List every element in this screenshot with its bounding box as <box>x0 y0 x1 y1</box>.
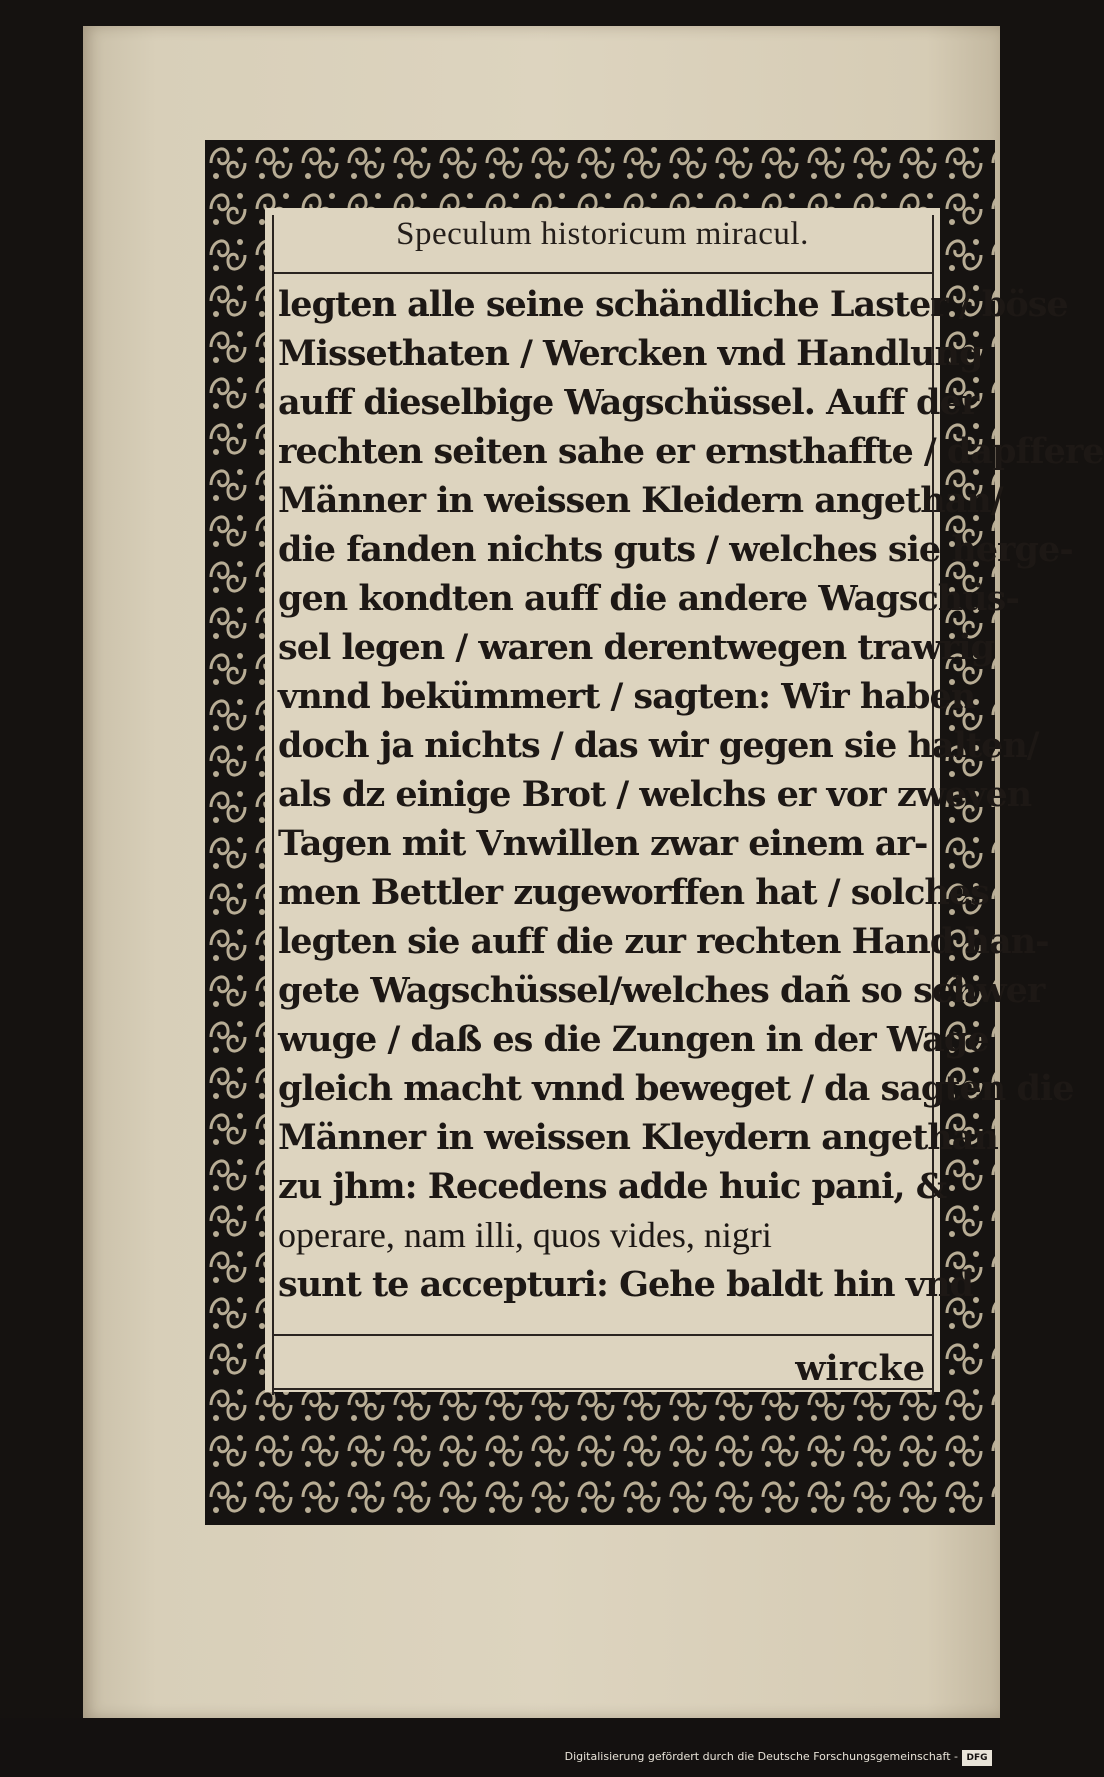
text-line: zu jhm: Recedens adde huic pani, & <box>278 1166 947 1207</box>
text-line: sel legen / waren derentwegen trawrig <box>278 627 994 668</box>
text-line: gen kondten auff die andere Wagschüs- <box>278 578 1019 619</box>
text-line: Männer in weissen Kleidern angethan/ <box>278 480 1003 521</box>
left-inner-rule <box>272 215 274 1395</box>
text-line: Männer in weissen Kleydern angethan <box>278 1117 998 1158</box>
text-line: gete Wagschüssel/welches dañ so schwer <box>278 970 1045 1011</box>
text-line: legten alle seine schändliche Laster / böse <box>278 284 1068 325</box>
text-line: auff dieselbige Wagschüssel. Auff der <box>278 382 979 423</box>
running-head: Speculum historicum miracul. <box>396 216 809 252</box>
text-line: die fanden nichts guts / welches sie herge- <box>278 529 1073 570</box>
catchword: wircke <box>795 1348 925 1389</box>
text-line: legten sie auff die zur rechten Hand han- <box>278 921 1049 962</box>
text-line: operare, nam illi, quos vides, nigri <box>278 1215 772 1255</box>
body-text <box>278 280 1104 1309</box>
text-line: doch ja nichts / das wir gegen sie halten/ <box>278 725 1039 766</box>
text-line: gleich macht vnnd beweget / da sagten die <box>278 1068 1074 1109</box>
head-rule <box>272 272 934 274</box>
text-line: Missethaten / Wercken vnd Handlung <box>278 333 983 374</box>
text-line: vnnd bekümmert / sagten: Wir haben <box>278 676 976 717</box>
text-line: als dz einige Brot / welchs er vor zweyen <box>278 774 1032 815</box>
footer-bar <box>0 1718 1000 1777</box>
funding-credit: Digitalisierung gefördert durch die Deutsche Forschungsgemeinschaft - <box>564 1750 958 1763</box>
text-line: sunt te accepturi: Gehe baldt hin vnd <box>278 1264 974 1305</box>
text-line: Tagen mit Vnwillen zwar einem ar- <box>278 823 928 864</box>
dfg-logo: DFG <box>962 1750 992 1766</box>
text-line: wuge / daß es die Zungen in der Wage <box>278 1019 989 1060</box>
foot-rule-top <box>272 1334 934 1336</box>
text-line: men Bettler zugeworffen hat / solches <box>278 872 989 913</box>
text-line: rechten seiten sahe er ernsthaffte / dapffere <box>278 431 1104 472</box>
